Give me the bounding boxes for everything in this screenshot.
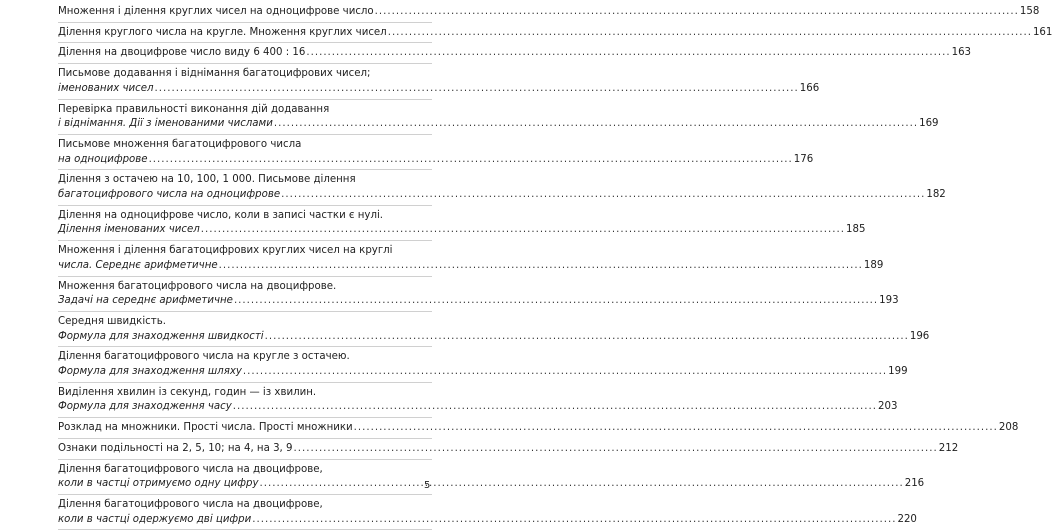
toc-entry-title: коли в частці одержуємо дві цифри xyxy=(58,513,252,525)
toc-entry-title: Письмове додавання і віднімання багатоцифрових чисел; xyxy=(58,68,371,80)
toc-entry[interactable] xyxy=(58,241,884,276)
toc-entry-title: Середня швидкість. xyxy=(58,315,166,327)
toc-page-number: 176 xyxy=(793,153,814,165)
toc-page-number: 208 xyxy=(998,422,1019,434)
toc-entry-line xyxy=(58,365,908,380)
toc-entry-line xyxy=(58,259,884,274)
toc-entry[interactable] xyxy=(58,135,814,170)
toc-entry-line xyxy=(58,5,1040,20)
toc-page-number: 220 xyxy=(897,513,917,525)
toc-entry-line xyxy=(58,138,432,153)
toc-entry-title: Множення і ділення багатоцифрових круглих чисел на круглі xyxy=(58,245,393,257)
toc-entry-title: Ділення багатоцифрового числа на кругле з остачею. xyxy=(58,351,350,363)
dot-leader xyxy=(219,259,863,274)
toc-entry-line xyxy=(58,421,1019,436)
toc-entry[interactable] xyxy=(58,495,917,530)
toc-entry-title: Перевірка правильності виконання дій додавання xyxy=(58,103,330,115)
toc-entry-title: Ділення на одноцифрове число, коли в записі частки є нулі. xyxy=(58,209,384,221)
toc-entry-title: Ділення круглого числа на кругле. Множення круглих чисел xyxy=(58,26,387,38)
dot-leader xyxy=(306,46,950,61)
toc-entry[interactable] xyxy=(58,383,898,418)
toc-entry-line xyxy=(58,498,432,513)
toc-entry-title: Ділення багатоцифрового числа на двоцифрове, xyxy=(58,498,323,510)
toc-entry[interactable] xyxy=(58,64,820,99)
toc-page-number: 193 xyxy=(879,295,899,307)
dot-leader xyxy=(233,400,877,415)
toc-entry-title: коли в частці отримуємо одну цифру xyxy=(58,478,259,490)
toc-entry-line xyxy=(58,244,432,259)
toc-entry-title: Виділення хвилин із секунд, годин — із хвилин. xyxy=(58,386,317,398)
toc-entry[interactable] xyxy=(58,170,946,205)
table-of-contents xyxy=(58,2,1052,530)
dot-leader xyxy=(259,477,903,492)
toc-page-number: 185 xyxy=(845,224,866,236)
toc-entry-title: Множення і ділення круглих чисел на одноцифрове число xyxy=(58,6,374,17)
toc-entry-title: Задачі на середнє арифметичне xyxy=(58,295,233,307)
toc-entry-line xyxy=(58,67,432,82)
toc-entry-title: Ділення на двоцифрове число виду 6 400 : 16 xyxy=(58,47,306,59)
toc-entry-line xyxy=(58,386,432,401)
dot-leader xyxy=(201,223,845,238)
toc-entry-line xyxy=(58,513,917,528)
dot-leader xyxy=(281,188,925,203)
dot-leader xyxy=(265,330,909,345)
toc-page-number: 199 xyxy=(888,366,908,378)
toc-page-number: 161 xyxy=(1032,26,1052,38)
toc-entry[interactable] xyxy=(58,460,925,495)
toc-entry-line xyxy=(58,26,1052,41)
dot-leader xyxy=(243,365,887,380)
toc-entry-title: Множення багатоцифрового числа на двоцифрове. xyxy=(58,280,337,292)
toc-page-number: 196 xyxy=(909,330,930,342)
toc-page-number: 158 xyxy=(1019,6,1040,17)
toc-entry-line xyxy=(58,46,972,61)
toc-entry-line xyxy=(58,173,432,188)
toc-entry-line xyxy=(58,442,959,457)
toc-entry-line xyxy=(58,223,866,238)
toc-entry[interactable] xyxy=(58,439,959,460)
toc-entry-title: і віднімання. Дії з іменованими числами xyxy=(58,118,273,130)
toc-entry-title: Формула для знаходження часу xyxy=(58,401,232,413)
dot-leader xyxy=(274,117,918,132)
dot-leader xyxy=(234,294,878,309)
toc-entry-title: Ознаки подільності на 2, 5, 10; на 4, на 3, 9 xyxy=(58,442,293,454)
dot-leader xyxy=(388,26,1032,41)
toc-page-number: 189 xyxy=(863,259,884,271)
toc-page-number: 166 xyxy=(799,82,820,94)
toc-entry-title: Ділення з остачею на 10, 100, 1 000. Письмове ділення xyxy=(58,174,356,186)
toc-entry-line xyxy=(58,103,432,118)
dot-leader xyxy=(149,153,793,168)
toc-entry-line xyxy=(58,153,814,168)
toc-entry-title: числа. Середнє арифметичне xyxy=(58,259,218,271)
toc-entry-line xyxy=(58,463,432,478)
toc-entry[interactable] xyxy=(58,23,1052,44)
toc-entry[interactable] xyxy=(58,206,866,241)
toc-entry-line xyxy=(58,82,820,97)
toc-page-number: 169 xyxy=(919,118,939,130)
toc-entry-line xyxy=(58,315,432,330)
toc-entry-line xyxy=(58,188,946,203)
dot-leader xyxy=(354,421,998,436)
toc-entry-title: Розклад на множники. Прості числа. Прості множники xyxy=(58,422,353,434)
dot-leader xyxy=(252,513,896,528)
toc-page-number: 163 xyxy=(951,47,972,59)
dot-leader xyxy=(294,442,938,457)
toc-entry-line xyxy=(58,209,432,224)
dot-leader xyxy=(375,5,1019,20)
toc-entry-title: Формула для знаходження швидкості xyxy=(58,330,264,342)
page-number: 5 xyxy=(424,480,431,491)
toc-page-number: 212 xyxy=(938,442,959,454)
toc-entry[interactable] xyxy=(58,277,899,312)
toc-page-number: 216 xyxy=(904,478,925,490)
toc-entry[interactable] xyxy=(58,2,1040,23)
toc-entry-title: Письмове множення багатоцифрового числа xyxy=(58,138,302,150)
toc-entry-line xyxy=(58,294,899,309)
toc-entry-line xyxy=(58,280,432,295)
toc-entry-title: Формула для знаходження шляху xyxy=(58,366,242,378)
toc-entry[interactable] xyxy=(58,43,972,64)
toc-entry[interactable] xyxy=(58,347,908,382)
toc-entry[interactable] xyxy=(58,312,930,347)
toc-entry[interactable] xyxy=(58,100,939,135)
toc-entry-title: багатоцифрового числа на одноцифрове xyxy=(58,189,281,201)
toc-entry-line xyxy=(58,117,939,132)
toc-entry[interactable] xyxy=(58,418,1019,439)
toc-entry-line xyxy=(58,350,432,365)
toc-entry-line xyxy=(58,400,898,415)
toc-entry-line xyxy=(58,330,930,345)
toc-entry-title: іменованих чисел xyxy=(58,82,154,94)
toc-page-number: 203 xyxy=(877,401,898,413)
toc-entry-title: Ділення багатоцифрового числа на двоцифрове, xyxy=(58,463,323,475)
toc-entry-title: на одноцифрове xyxy=(58,153,148,165)
dot-leader xyxy=(155,82,799,97)
toc-entry-line xyxy=(58,477,925,492)
toc-entry-title: Ділення іменованих чисел xyxy=(58,224,200,236)
toc-page-number: 182 xyxy=(926,189,946,201)
